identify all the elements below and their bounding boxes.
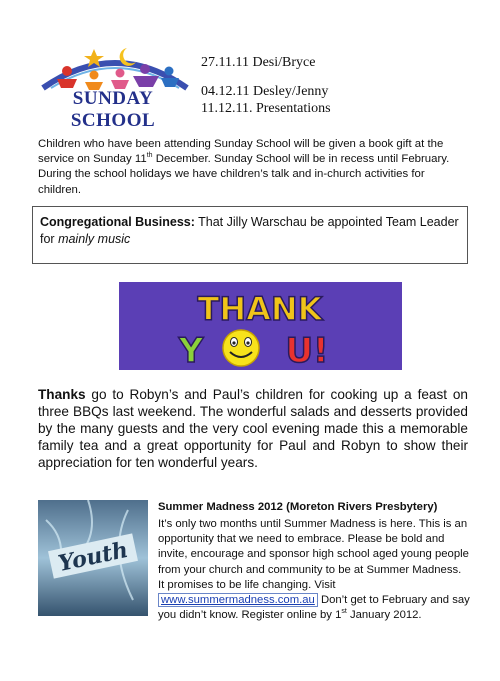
schedule-line-2: 04.12.11 Desley/Jenny [201,84,329,99]
banner-word-thank: THANK [197,290,323,328]
schedule-line-3: 11.12.11. Presentations [201,101,331,116]
congregational-italic: mainly music [58,232,131,246]
youth-image [38,500,148,616]
summer-text-1: It’s only two months until Summer Madness is here. This is an opportunity that we need to embrace. Please be bold and invite, encourage and sponsor high school aged young people from your church and community to be at Summer Madness. It promises to be life changing. Visit [158,518,469,591]
summer-sup: st [341,608,347,616]
summer-madness-title: Summer Madness 2012 (Moreton Rivers Presbytery) [158,501,438,513]
sunday-school-sup: th [146,152,153,160]
summer-madness-link[interactable]: www.summermadness.com.au [158,593,318,607]
sunday-school-text-1: Children who have been attending Sunday School will be given a book gift at the service on Sunday 11 [38,138,444,166]
congregational-text: That Jilly Warschau be appointed Team Leader for [40,215,459,246]
summer-text-2: Don’t get to February and say you didn’t know. Register online by 1 [158,594,470,622]
schedule-line-1: 27.11.11 Desi/Bryce [201,55,316,70]
thank-you-banner [119,282,402,370]
smiley-face-icon [223,330,259,366]
banner-letters-u: U! [285,331,329,370]
thanks-lead: Thanks [38,387,86,402]
summer-text-3: January 2012. [346,609,422,622]
summer-madness-body [158,517,470,623]
congregational-label: Congregational Business: [40,215,195,229]
logo-text: SUNDAY SCHOOL [70,88,156,131]
sunday-school-notice [38,137,468,198]
banner-letter-y: Y [178,331,204,370]
congregational-business-box [32,206,468,264]
sunday-school-text-2: December. Sunday School will be in recess until February. During the school holidays we have children’s talk and in-church activities for children. [38,153,450,196]
thanks-text: go to Robyn’s and Paul’s children for cooking up a feast on three BBQs last weekend. The wonderful salads and desserts provided by the many guests and the very cool evening made this a memorable family tea and a great opportunity for Paul and Robyn to show their appreciation for ten wonderful years. [38,387,468,470]
thanks-paragraph [38,386,468,471]
youth-label: Youth [55,536,131,578]
